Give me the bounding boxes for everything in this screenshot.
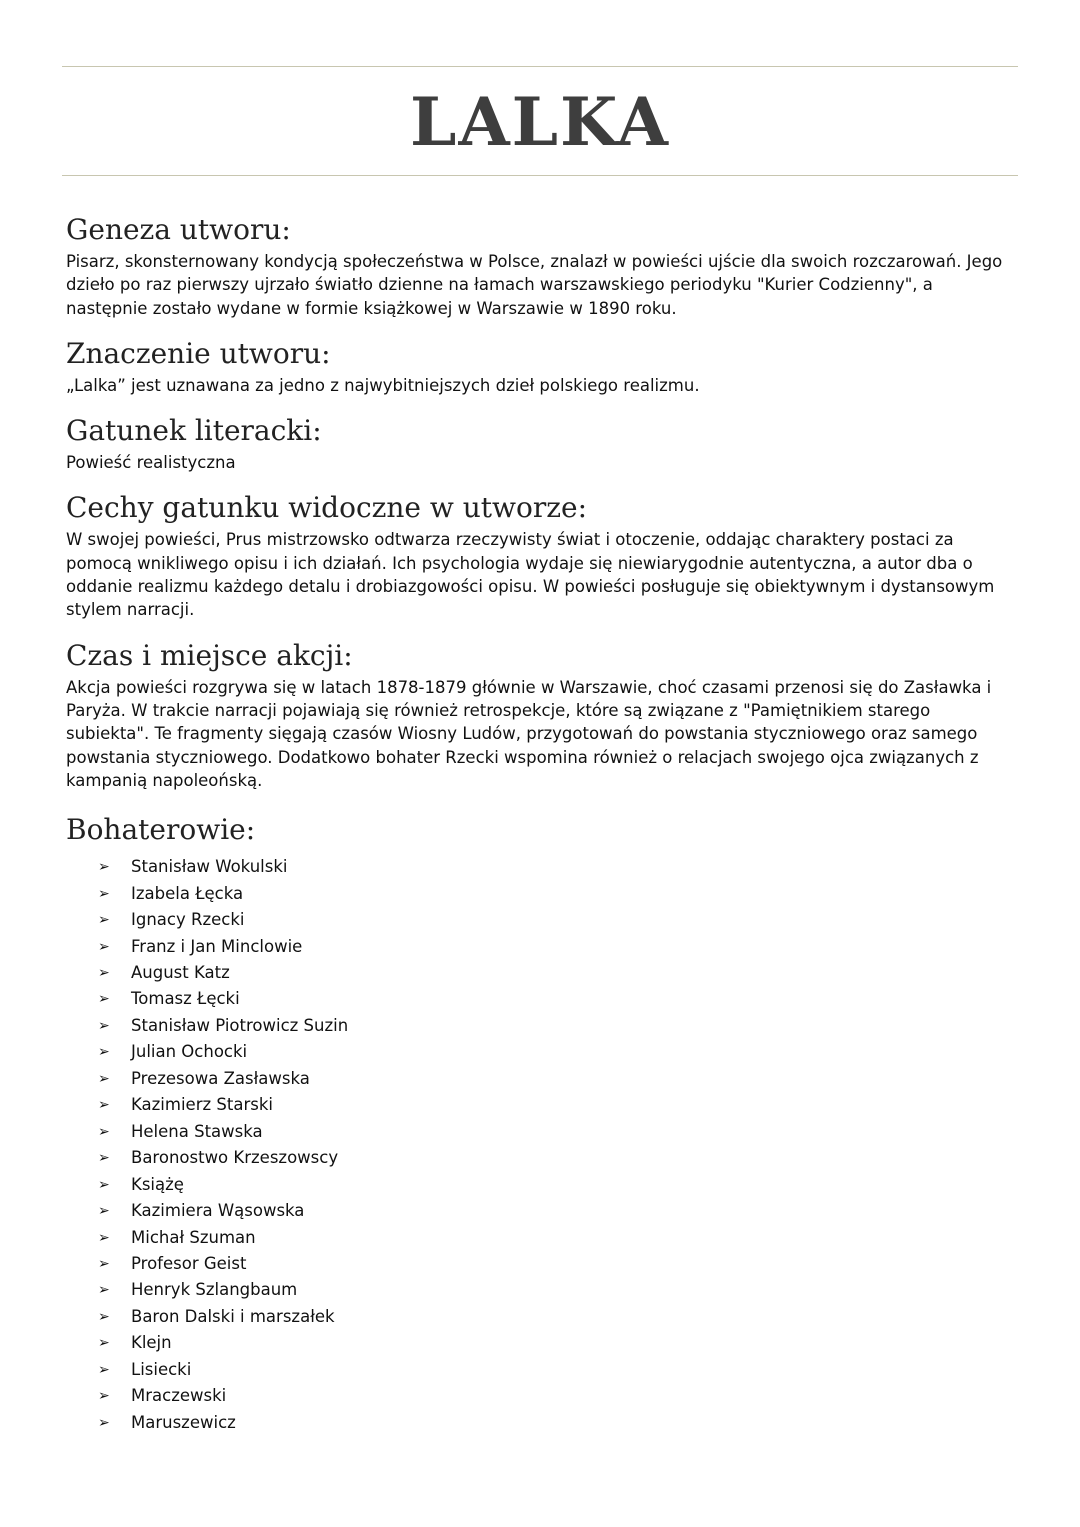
list-item: [98, 1251, 1016, 1277]
list-item-label: Książę: [131, 1174, 184, 1194]
list-item-label: Kazimiera Wąsowska: [131, 1201, 305, 1221]
section-genesis: [66, 210, 1016, 320]
arrow-bullet-icon: ➢: [98, 1123, 110, 1140]
list-item: [98, 1277, 1016, 1303]
list-item-label: Izabela Łęcka: [131, 883, 244, 903]
list-item: [98, 960, 1016, 986]
list-item-label: Kazimierz Starski: [131, 1095, 273, 1115]
list-item: [98, 1304, 1016, 1330]
list-item: [98, 1172, 1016, 1198]
section-characters: [66, 810, 1016, 1436]
section-heading: Geneza utworu:: [66, 213, 291, 246]
list-item: [98, 854, 1016, 880]
list-item: [98, 934, 1016, 960]
arrow-bullet-icon: ➢: [98, 991, 110, 1008]
arrow-bullet-icon: ➢: [98, 1388, 110, 1405]
arrow-bullet-icon: ➢: [98, 1361, 110, 1378]
section-text: Akcja powieści rozgrywa się w latach 1878-1879 głównie w Warszawie, choć czasami przenosi się do Zasławka i Paryża. W trakcie narracji pojawiają się również retrospekcje, które są związane z "Pamiętnikiem starego subiekta". Te fragmenty sięgają czasów Wiosny Ludów, przygotowań do powstania styczniowego oraz samego powstania styczniowego. Dodatkowo bohater Rzecki wspomina również o relacjach swojego ojca związanych z kampanią napoleońską.: [66, 677, 992, 790]
list-item: [98, 1092, 1016, 1118]
arrow-bullet-icon: ➢: [98, 1044, 110, 1061]
list-item: [98, 1013, 1016, 1039]
section-significance: [66, 334, 1016, 397]
section-heading: Gatunek literacki:: [66, 414, 322, 448]
list-item: [98, 1330, 1016, 1356]
list-item-label: Stanisław Piotrowicz Suzin: [131, 1015, 349, 1035]
arrow-bullet-icon: ➢: [98, 1150, 110, 1167]
list-item: [98, 1066, 1016, 1092]
list-item: [98, 986, 1016, 1012]
section-genre: [66, 411, 1016, 474]
arrow-bullet-icon: ➢: [98, 1017, 110, 1034]
arrow-bullet-icon: ➢: [98, 912, 110, 929]
list-item-label: Julian Ochocki: [131, 1042, 248, 1062]
list-item-label: Baronostwo Krzeszowscy: [131, 1148, 339, 1168]
section-time-place: [66, 636, 1016, 792]
list-item-label: Henryk Szlangbaum: [131, 1280, 298, 1300]
page-title: LALKA: [410, 83, 670, 161]
arrow-bullet-icon: ➢: [98, 1070, 110, 1087]
arrow-bullet-icon: ➢: [98, 964, 110, 981]
arrow-bullet-icon: ➢: [98, 859, 110, 876]
bottom-divider: [62, 175, 1018, 176]
arrow-bullet-icon: ➢: [98, 1255, 110, 1272]
list-item: [98, 907, 1016, 933]
list-item-label: Lisiecki: [131, 1359, 192, 1379]
section-heading: Czas i miejsce akcji:: [66, 638, 353, 672]
arrow-bullet-icon: ➢: [98, 1335, 110, 1352]
list-item: [98, 881, 1016, 907]
arrow-bullet-icon: ➢: [98, 1176, 110, 1193]
list-item-label: Franz i Jan Minclowie: [131, 936, 303, 956]
list-item-label: Maruszewicz: [131, 1412, 236, 1432]
section-text: „Lalka” jest uznawana za jedno z najwybitniejszych dzieł polskiego realizmu.: [66, 375, 700, 395]
list-item-label: Tomasz Łęcki: [131, 989, 240, 1009]
list-item-label: Klejn: [131, 1333, 172, 1353]
arrow-bullet-icon: ➢: [98, 1097, 110, 1114]
list-item: [98, 1225, 1016, 1251]
list-item-label: Michał Szuman: [131, 1227, 256, 1247]
section-heading: Cechy gatunku widoczne w utworze:: [66, 491, 588, 525]
list-item: [98, 1410, 1016, 1436]
list-item-label: Baron Dalski i marszałek: [131, 1306, 335, 1326]
arrow-bullet-icon: ➢: [98, 885, 110, 902]
section-heading: Bohaterowie:: [66, 813, 256, 847]
list-item-label: Profesor Geist: [131, 1253, 247, 1273]
section-text: Powieść realistyczna: [66, 453, 236, 473]
section-genre-features: [66, 488, 1016, 621]
list-item-label: Helena Stawska: [131, 1121, 263, 1141]
list-item: [98, 1383, 1016, 1409]
arrow-bullet-icon: ➢: [98, 1229, 110, 1246]
list-item: [98, 1119, 1016, 1145]
list-item: [98, 1039, 1016, 1065]
list-item-label: Mraczewski: [131, 1386, 227, 1406]
list-item-label: Prezesowa Zasławska: [131, 1068, 310, 1088]
list-item-label: Stanisław Wokulski: [131, 857, 288, 877]
list-item: [98, 1145, 1016, 1171]
list-item-label: August Katz: [131, 962, 230, 982]
list-item: [98, 1357, 1016, 1383]
arrow-bullet-icon: ➢: [98, 1203, 110, 1220]
section-text: W swojej powieści, Prus mistrzowsko odtwarza rzeczywisty świat i otoczenie, oddając charaktery postaci za pomocą wnikliwego opisu i ich działań. Ich psychologia wydaje się niewiarygodnie autentyczna, a autor dba o oddanie realizmu każdego detalu i drobiazgowości opisu. W powieści posługuje się obiektywnym i dystansowym stylem narracji.: [66, 530, 995, 620]
section-text: Pisarz, skonsternowany kondycją społeczeństwa w Polsce, znalazł w powieści ujście dla swoich rozczarowań. Jego dzieło po raz pierwszy ujrzało światło dzienne na łamach warszawskiego periodyku "Kurier Codzienny", a następnie zostało wydane w formie książkowej w Warszawie w 1890 roku.: [66, 252, 1003, 318]
character-list: [66, 854, 1016, 1436]
list-item-label: Ignacy Rzecki: [131, 910, 245, 930]
arrow-bullet-icon: ➢: [98, 1308, 110, 1325]
arrow-bullet-icon: ➢: [98, 1414, 110, 1431]
arrow-bullet-icon: ➢: [98, 938, 110, 955]
section-heading: Znaczenie utworu:: [66, 336, 331, 370]
document-body: [66, 210, 1016, 1450]
list-item: [98, 1198, 1016, 1224]
arrow-bullet-icon: ➢: [98, 1282, 110, 1299]
top-divider: [62, 66, 1018, 67]
